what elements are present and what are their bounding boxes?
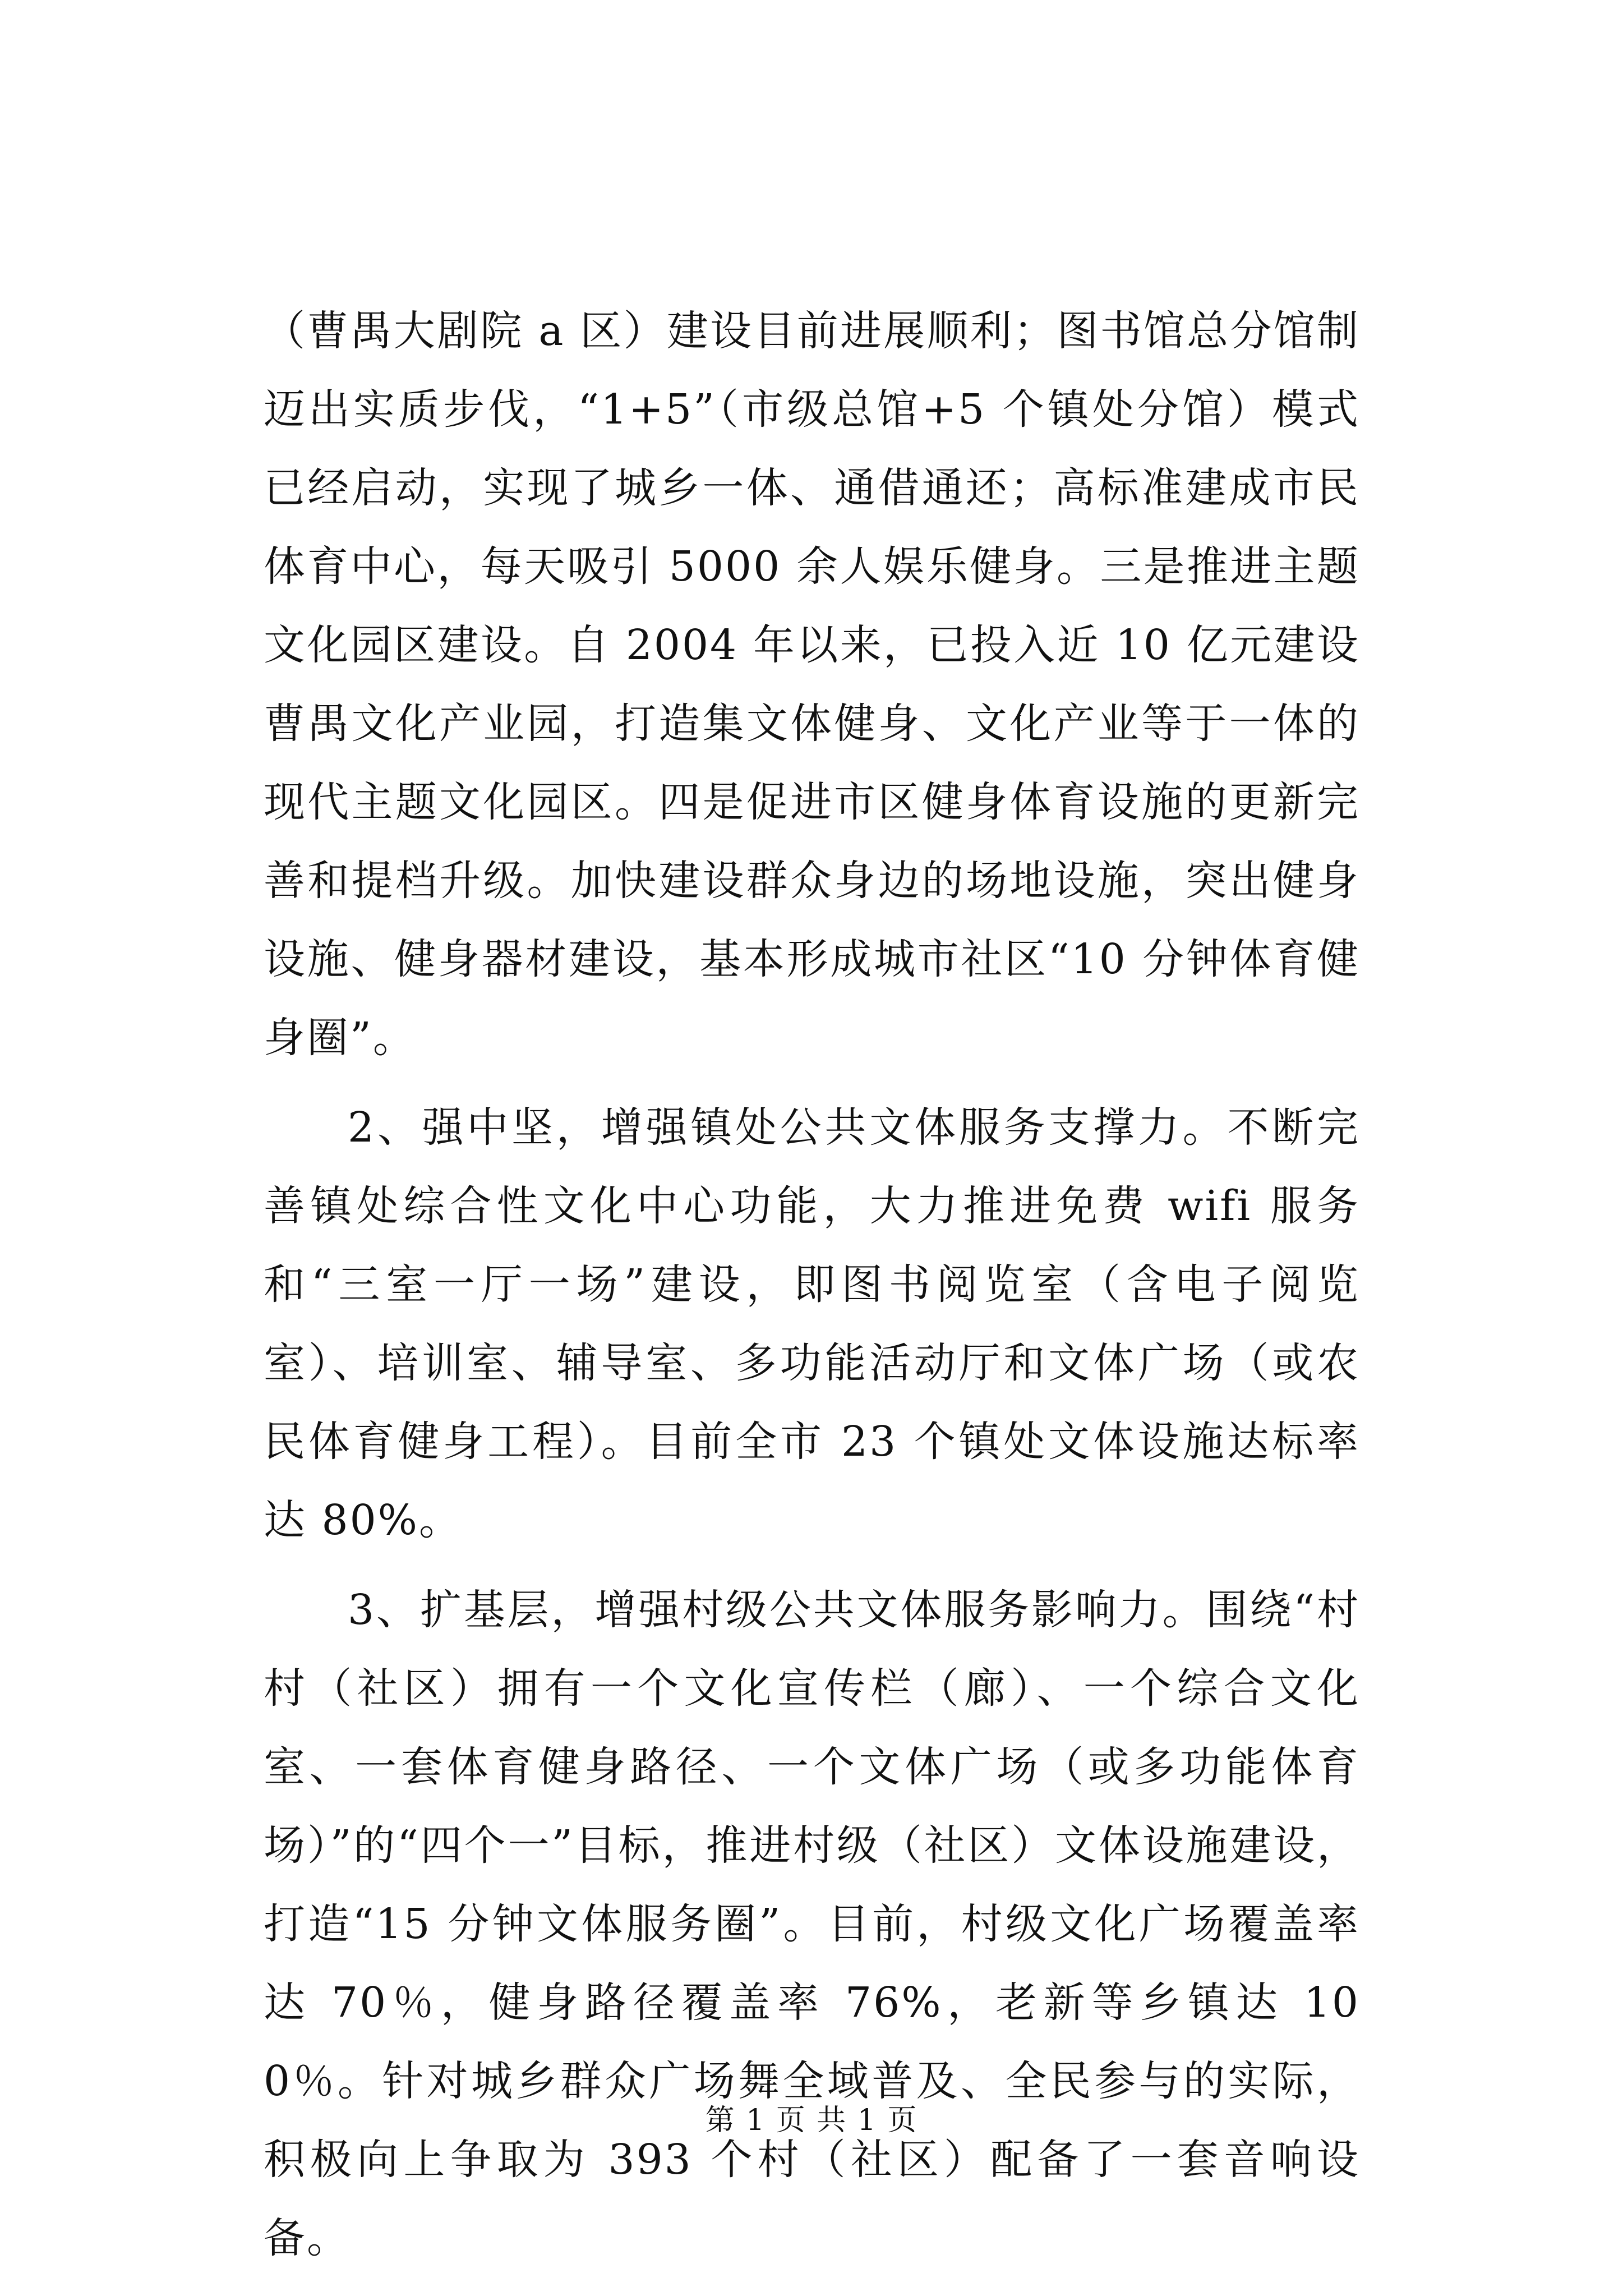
paragraph-3: 3、扩基层，增强村级公共文体服务影响力。围绕“村村（社区）拥有一个文化宣传栏（廊）、一个综合文化室、一套体育健身路径、一个文体广场（或多功能体育场）”的“四个一”目标，推进村级（社区）文体设施建设，打造“15 分钟文体服务圈”。目前，村级文化广场覆盖率达 70％，健身路径覆盖率 76%，老新等乡镇达 100％。针对城乡群众广场舞全域普及、全民参与的实际，积极向上争取为 393 个村（社区）配备了一套音响设备。 — [264, 1586, 1360, 2262]
document-body — [264, 292, 1360, 2277]
paragraph-2: 2、强中坚，增强镇处公共文体服务支撑力。不断完善镇处综合性文化中心功能，大力推进免费 wifi 服务和“三室一厅一场”建设，即图书阅览室（含电子阅览室）、培训室、辅导室、多功能活动厅和文体广场（或农民体育健身工程）。目前全市 23 个镇处文体设施达标率达 80%。 — [264, 1103, 1360, 1544]
paragraph-1: （曹禺大剧院 a 区）建设目前进展顺利；图书馆总分馆制迈出实质步伐，“1+5”（市级总馆+5 个镇处分馆）模式已经启动，实现了城乡一体、通借通还；高标准建成市民体育中心，每天吸引 5000 余人娱乐健身。三是推进主题文化园区建设。自 2004 年以来，已投入近 10 亿元建设曹禺文化产业园，打造集文体健身、文化产业等于一体的现代主题文化园区。四是促进市区健身体育设施的更新完善和提档升级。加快建设群众身边的场地设施，突出健身设施、健身器材建设，基本形成城市社区“10 分钟体育健身圈”。 — [264, 307, 1360, 1062]
page-footer: 第 1 页 共 1 页 — [705, 2104, 918, 2137]
